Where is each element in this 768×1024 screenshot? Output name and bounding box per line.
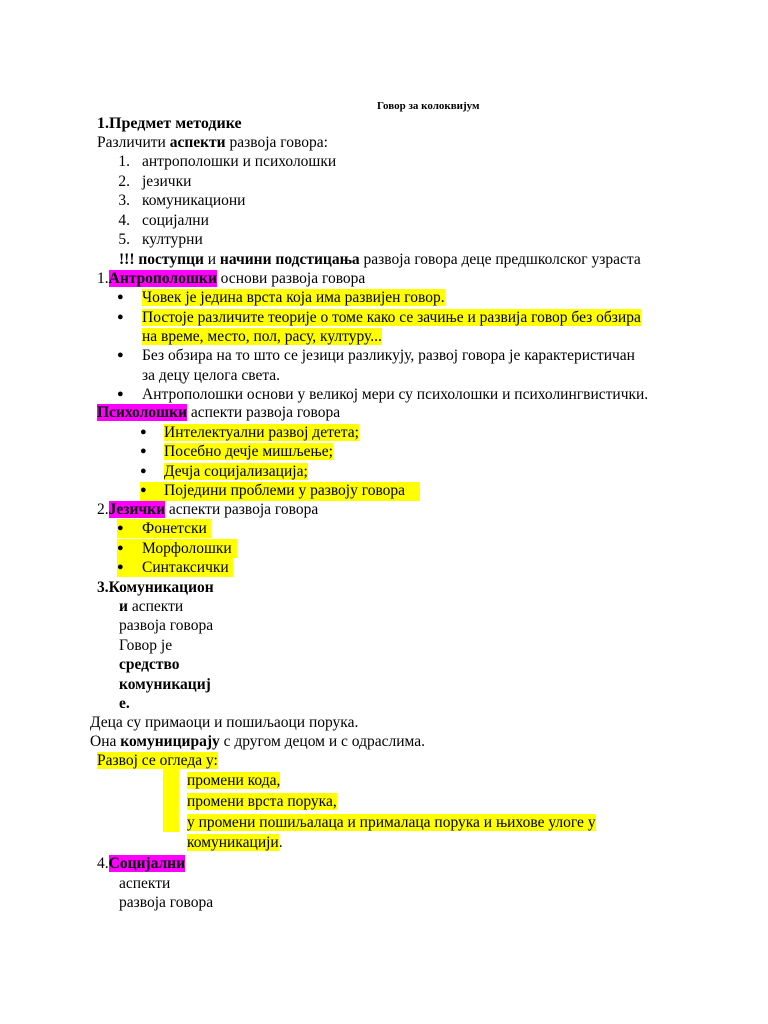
lang-item: Синтаксички [142, 559, 229, 576]
bullet-icon: ● [117, 349, 124, 361]
social-num: 4. [97, 855, 109, 872]
psycho-item: Поједини проблеми у развоју говора [164, 482, 406, 499]
methods-post: развоја говора деце предшколског узраста [359, 251, 641, 268]
methods-and: и [203, 251, 220, 268]
change-text: у промени пошиљалаца и прималаца порука и њихове улоге у [187, 814, 596, 831]
bullet-icon: ● [140, 445, 147, 457]
intro-post: развоја говора: [225, 134, 328, 151]
list-number: 1. [118, 153, 130, 170]
change-text: промени врста порука, [187, 793, 337, 810]
change-item [187, 792, 337, 811]
bullet-icon: ● [117, 311, 124, 323]
list-number: 4. [118, 212, 130, 229]
comm-line: е. [119, 695, 130, 712]
lang-highlight: Језички [108, 501, 166, 518]
methods-excl: !!! поступци [119, 251, 204, 268]
psycho-heading [97, 403, 340, 422]
comm-line: развоја говора [119, 617, 214, 634]
comm-heading: 3.Комуникацион [97, 579, 214, 596]
intro-line [97, 133, 328, 152]
comm-line: комуникациј [119, 676, 211, 693]
comm-bold: и [119, 598, 128, 615]
list-number: 5. [118, 231, 130, 248]
bullet-icon: ● [140, 426, 147, 438]
psycho-item [164, 462, 308, 481]
they-pre: Она [90, 733, 121, 750]
comm-line [119, 597, 183, 616]
methods-bold: начини подстицања [219, 251, 360, 268]
develop-line [97, 751, 218, 770]
change-period: . [278, 834, 283, 851]
psycho-item-text: Дечја социјализација; [164, 463, 308, 480]
aspect-item: социјални [142, 212, 209, 229]
change-text: комуникацији [187, 834, 279, 851]
lang-item: Морфолошки [142, 540, 232, 557]
they-line [90, 732, 425, 751]
psycho-item [164, 442, 333, 461]
anthro-item [142, 308, 641, 327]
changes-indent-highlight [163, 769, 179, 832]
list-number: 2. [118, 173, 130, 190]
comm-text: аспекти [127, 598, 184, 615]
heading-subject: 1.Предмет методике [97, 115, 242, 132]
comm-line: средство [119, 656, 180, 673]
bullet-icon: ● [117, 522, 124, 534]
anthro-num: 1. [97, 270, 109, 287]
social-highlight: Социјални [108, 855, 186, 872]
intro-pre: Различити [97, 134, 170, 151]
change-item [187, 833, 283, 852]
anthro-item-text: на време, место, пол, расу, културу... [142, 328, 382, 345]
change-item [187, 813, 596, 832]
bullet-icon: ● [140, 465, 147, 477]
anthro-item: Антрополошки основи у великој мери су психолошки и психолингвистички. [142, 386, 649, 403]
anthro-item-text: Човек је једина врста која има развијен говор. [142, 289, 445, 306]
aspect-item: антрополошки и психолошки [142, 153, 337, 170]
they-post: с другом децом и с одраслима. [219, 733, 425, 750]
anthro-item [142, 288, 445, 307]
comm-line: Говор је [119, 637, 173, 654]
anthro-item-text: Постоје различите теорије о томе како се зачиње и развија говор без обзира [142, 309, 641, 326]
anthro-highlight: Антрополошки [108, 270, 217, 287]
lang-num: 2. [97, 501, 109, 518]
aspect-item: комуникациони [142, 192, 246, 209]
anthro-item: Без обзира на то што се језици разликују, развој говора је карактеристичан [142, 347, 635, 364]
children-line: Деца су примаоци и пошиљаоци порука. [90, 714, 359, 731]
psycho-highlight: Психолошки [97, 404, 187, 421]
list-number: 3. [118, 192, 130, 209]
lang-heading [97, 500, 318, 519]
change-item [187, 771, 280, 790]
social-line: аспекти [119, 875, 171, 892]
lang-item: Фонетски [142, 520, 207, 537]
anthro-heading [97, 269, 365, 288]
psycho-post: аспекти развоја говора [186, 404, 341, 421]
lang-post: аспекти развоја говора [165, 501, 319, 518]
bullet-icon: ● [117, 561, 124, 573]
bullet-icon: ● [117, 388, 124, 400]
psycho-item-text: Посебно дечје мишљење; [164, 443, 333, 460]
document-title: Говор за колоквијум [377, 100, 480, 112]
bullet-icon: ● [117, 291, 124, 303]
social-heading [97, 854, 185, 873]
they-bold: комуницирају [120, 733, 220, 750]
psycho-item-text: Интелектуални развој детета; [164, 424, 359, 441]
change-text: промени кода, [187, 772, 281, 789]
social-line: развоја говора [119, 894, 214, 911]
intro-bold: аспекти [169, 134, 226, 151]
anthro-post: основи развоја говора [216, 270, 366, 287]
bullet-icon: ● [140, 484, 147, 496]
anthro-item-cont [142, 327, 382, 346]
anthro-item-cont: за децу целога света. [142, 367, 281, 384]
aspect-item: језички [142, 173, 192, 190]
methods-line [119, 250, 641, 269]
psycho-item [164, 423, 359, 442]
aspect-item: културни [142, 231, 203, 248]
bullet-icon: ● [117, 542, 124, 554]
develop-text: Развој се огледа у: [97, 752, 218, 769]
